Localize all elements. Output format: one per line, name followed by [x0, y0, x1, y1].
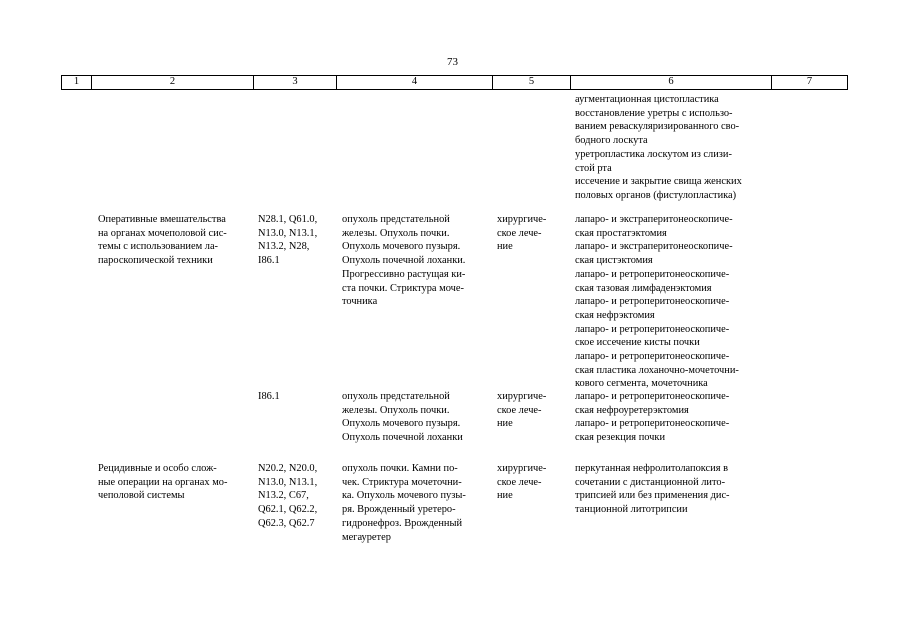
text-line: Опухоль почечной лоханки [342, 432, 463, 444]
text-line: лапаро- и ретроперитонеоскопиче- [575, 391, 730, 402]
text-line: Оперативные вмешательства [98, 214, 226, 225]
text-line: лапаро- и ретроперитонеоскопиче- [575, 323, 730, 335]
text-line: опухоль предстательной [342, 391, 450, 402]
header-divider [847, 75, 848, 89]
table-row-cell-treatment [497, 390, 565, 431]
text-line: хирургиче- [497, 463, 547, 474]
text-line: мегауретер [342, 531, 391, 543]
text-line: гидронефроз. Врожденный [342, 517, 463, 529]
text-line: ста почки. Стриктура моче- [342, 282, 464, 294]
text-line: танционной литотрипсии [575, 504, 688, 516]
text-line: Q62.1, Q62.2, [258, 504, 318, 516]
text-line: N13.2, N28, [258, 241, 310, 253]
text-line: темы с использованием ла- [98, 241, 219, 253]
text-line: Опухоль почечной лоханки. [342, 255, 466, 267]
header-col-1: 1 [73, 76, 80, 87]
text-line: восстановление уретры с использо- [575, 107, 733, 119]
text-line: ская нефроуретерэктомия [575, 404, 689, 416]
text-line: N13.0, N13.1, [258, 476, 318, 488]
text-line: половых органов (фистулопластика) [575, 189, 737, 201]
table-row-cell-group [98, 213, 248, 268]
text-line: Опухоль мочевого пузыря. [342, 241, 461, 253]
page-number: 73 [447, 56, 458, 68]
table-row-cell-procedures [575, 213, 767, 391]
header-col-5: 5 [528, 76, 535, 87]
table-row-cell-group [98, 462, 248, 503]
text-line: кового сегмента, мочеточника [575, 378, 708, 390]
table-row-cell-procedures [575, 390, 767, 445]
text-line: Прогрессивно растущая ки- [342, 268, 466, 280]
text-line: чек. Стриктура мочеточни- [342, 476, 462, 488]
text-line: Опухоль мочевого пузыря. [342, 418, 461, 430]
header-bottom-rule [61, 89, 848, 90]
text-line: ская цистэктомия [575, 255, 653, 267]
text-line: хирургиче- [497, 391, 547, 402]
text-line: лапаро- и ретроперитонеоскопиче- [575, 351, 730, 363]
text-line: лапаро- и экстраперитонеоскопиче- [575, 214, 733, 225]
text-line: ское лече- [497, 476, 542, 488]
text-line: трипсией или без применения дис- [575, 490, 730, 502]
text-line: лапаро- и экстраперитонеоскопиче- [575, 241, 733, 253]
header-col-4: 4 [411, 76, 418, 87]
text-line: N28.1, Q61.0, [258, 214, 318, 225]
text-line: ская простатэктомия [575, 227, 667, 239]
text-line: N20.2, N20.0, [258, 463, 318, 474]
text-line: железы. Опухоль почки. [342, 404, 450, 416]
text-line: стой рта [575, 162, 612, 174]
text-line: пароскопической техники [98, 255, 213, 267]
text-line: ванием реваскуляризированного сво- [575, 121, 740, 133]
text-line: чеполовой системы [98, 490, 185, 502]
table-row-cell-diagnosis [342, 462, 488, 544]
text-line: ние [497, 241, 513, 253]
text-line: I86.1 [258, 391, 280, 402]
text-line: ская тазовая лимфаденэктомия [575, 282, 712, 294]
text-line: ское лече- [497, 227, 542, 239]
text-line: иссечение и закрытие свища женских [575, 176, 742, 188]
text-line: сочетании с дистанционной лито- [575, 476, 726, 488]
table-row-cell-codes [258, 462, 334, 531]
text-line: хирургиче- [497, 214, 547, 225]
header-col-3: 3 [292, 76, 298, 87]
text-line: ское иссечение кисты почки [575, 337, 700, 349]
text-line: ря. Врожденный уретеро- [342, 504, 456, 516]
table-row-cell-diagnosis [342, 390, 488, 445]
table-row-cell-diagnosis [342, 213, 488, 309]
header-col-2: 2 [169, 76, 176, 87]
text-line: ка. Опухоль мочевого пузы- [342, 490, 466, 502]
text-line: ные операции на органах мо- [98, 476, 228, 488]
text-line: ние [497, 490, 513, 502]
text-line: ская резекция почки [575, 432, 666, 444]
text-line: опухоль почки. Камни по- [342, 463, 458, 474]
text-line: бодного лоскута [575, 135, 648, 147]
text-line: I86.1 [258, 255, 280, 267]
table-row-cell-procedures [575, 462, 767, 517]
text-line: аугментационная цистопластика [575, 94, 719, 105]
text-line: на органах мочеполовой сис- [98, 227, 227, 239]
text-line: уретропластика лоскутом из слизи- [575, 148, 732, 160]
table-row-cell-codes [258, 213, 334, 268]
text-line: лапаро- и ретроперитонеоскопиче- [575, 296, 730, 308]
header-col-7: 7 [806, 76, 813, 87]
table-row-cell-procedures [575, 93, 767, 203]
header-col-6: 6 [668, 76, 674, 87]
text-line: Рецидивные и особо слож- [98, 463, 217, 474]
text-line: точника [342, 296, 378, 308]
text-line: перкутанная нефролитолапоксия в [575, 463, 729, 474]
text-line: железы. Опухоль почки. [342, 227, 450, 239]
table-row-cell-codes [258, 390, 334, 404]
text-line: лапаро- и ретроперитонеоскопиче- [575, 418, 730, 430]
text-line: N13.2, C67, [258, 490, 309, 502]
text-line: опухоль предстательной [342, 214, 450, 225]
table-row-cell-treatment [497, 462, 565, 503]
table-row-cell-treatment [497, 213, 565, 254]
text-line: ская пластика лоханочно-мочеточни- [575, 364, 739, 376]
text-line: ние [497, 418, 513, 430]
text-line: ская нефрэктомия [575, 309, 655, 321]
text-line: лапаро- и ретроперитонеоскопиче- [575, 268, 730, 280]
text-line: ское лече- [497, 404, 542, 416]
text-line: N13.0, N13.1, [258, 227, 318, 239]
text-line: Q62.3, Q62.7 [258, 517, 315, 529]
